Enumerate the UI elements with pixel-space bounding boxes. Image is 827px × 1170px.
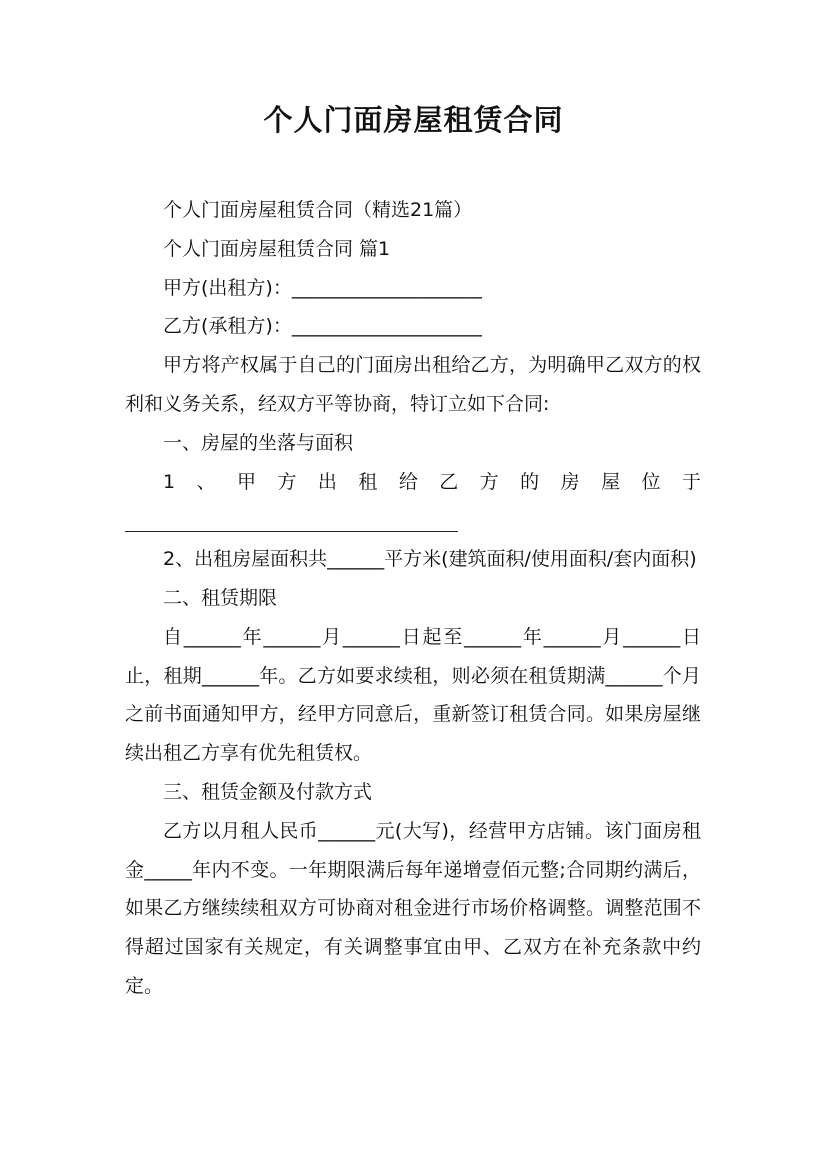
heading-rent-payment: 三、租赁金额及付款方式: [163, 780, 373, 803]
heading-lease-term: 二、租赁期限: [163, 586, 278, 609]
heading-location-area: 一、房屋的坐落与面积: [163, 431, 354, 454]
paragraph-subtitle: 个人门面房屋租赁合同（精选21篇）: [163, 199, 473, 221]
paragraph-party-a: 甲方(出租方)：____________________: [163, 276, 482, 299]
paragraph-section-heading: 个人门面房屋租赁合同 篇1: [163, 237, 391, 260]
paragraph-preamble: 甲方将产权属于自己的门面房出租给乙方，为明确甲乙双方的权利和义务关系，经双方平等协商，特订立如下合同:: [125, 354, 701, 415]
document-body: [125, 191, 701, 1006]
paragraph-location: 1、甲方出租给乙方的房屋位于: [163, 470, 701, 493]
document-title: 个人门面房屋租赁合同: [263, 103, 564, 137]
location-blank-line: [125, 501, 458, 540]
paragraph-area: 2、出租房屋面积共______平方米(建筑面积/使用面积/套内面积): [163, 548, 697, 571]
paragraph-rent-payment: 乙方以月租人民币______元(大写)，经营甲方店铺。该门面房租金_____年内不变。一年期限满后每年递增壹佰元整;合同期约满后，如果乙方继续续租双方可协商对租金进行市场价格调整。调整范围不得超过国家有关规定，有关调整事宜由甲、乙双方在补充条款中约定。: [125, 819, 701, 997]
paragraph-lease-term: 自______年______月______日起至______年______月______日止，租期______年。乙方如要求续租，则必须在租赁期满______个月之前书面通知甲方，经甲方同意后，重新签订租赁合同。如果房屋继续出租乙方享有优先租赁权。: [125, 625, 701, 765]
paragraph-party-b: 乙方(承租方)：____________________: [163, 315, 482, 338]
